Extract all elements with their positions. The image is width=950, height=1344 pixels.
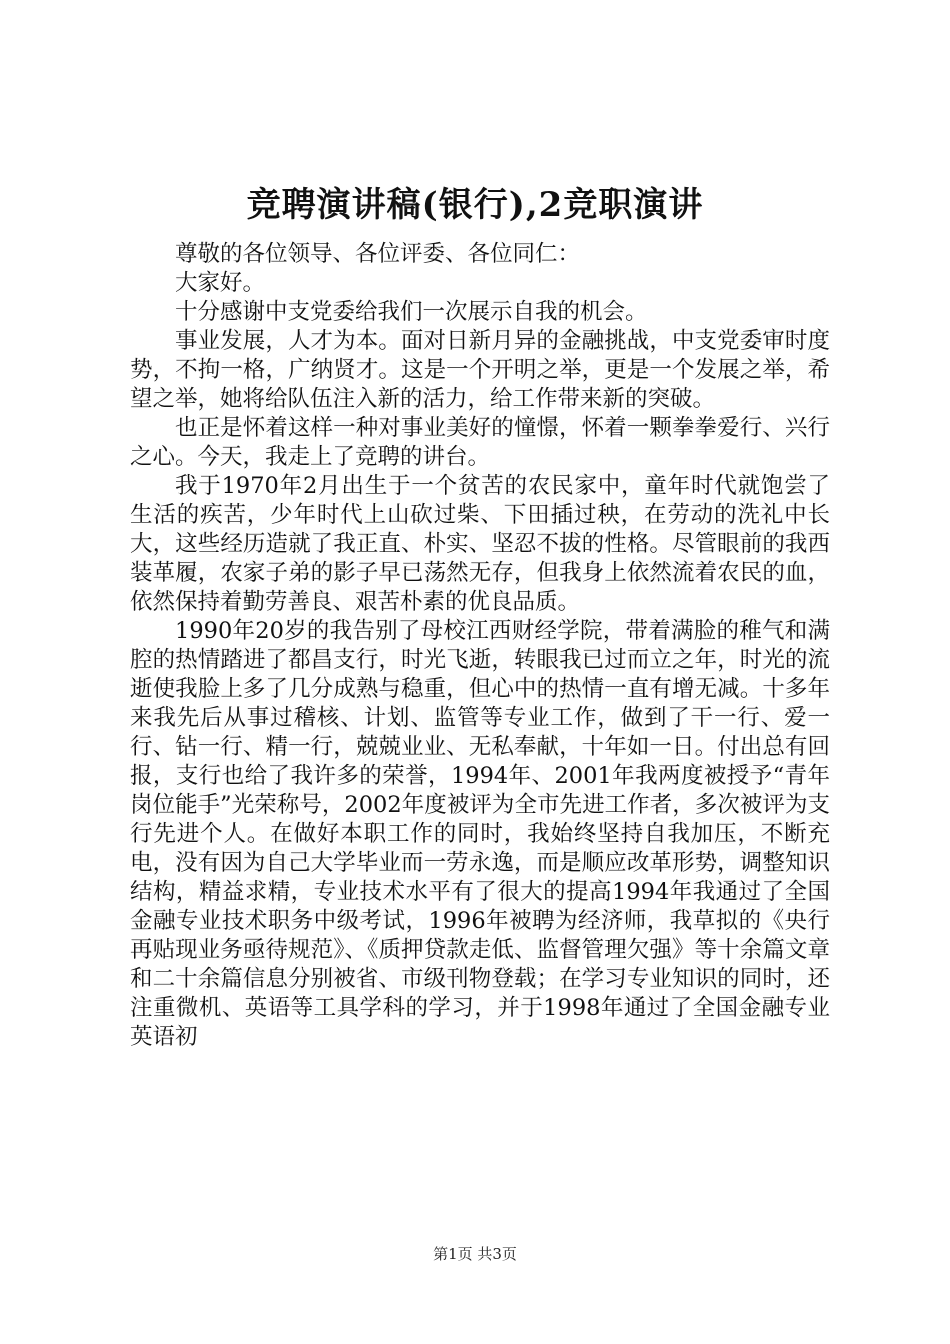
paragraph-greeting: 大家好。 xyxy=(175,270,266,296)
paragraph-career: 1990年20岁的我告别了母校江西财经学院，带着满脸的稚气和满腔的热情踏进了都昌支行，时光飞逝，转眼我已过而立之年，时光的流逝使我脸上多了几分成熟与稳重，但心中的热情一直有增无减。十多年来我先后从事过稽核、计划、监管等专业工作，做到了干一行、爱一行、钻一行、精一行，兢兢业业、无私奉献，十年如一日。付出总有回报，支行也给了我许多的荣誉，1994年、2001年我两度被授予“青年岗位能手”光荣称号，2002年度被评为全市先进工作者，多次被评为支行先进个人。在做好本职工作的同时，我始终坚持自我加压，不断充电，没有因为自己大学毕业而一劳永逸，而是顺应改革形势，调整知识结构，精益求精，专业技术水平有了很大的提高1994年我通过了全国金融专业技术职务中级考试，1996年被聘为经济师，我草拟的《央行再贴现业务亟待规范》、《质押贷款走低、监督管理欠强》等十余篇文章和二十余篇信息分别被省、市级刊物登载；在学习专业知识的同时，还注重微机、英语等工具学科的学习，并于1998年通过了全国金融专业英语初 xyxy=(130,618,830,1050)
paragraph-salutation: 尊敬的各位领导、各位评委、各位同仁： xyxy=(175,241,581,267)
document-title: 竞聘演讲稿(银行),2竞职演讲 xyxy=(246,185,704,225)
paragraph-background: 我于1970年2月出生于一个贫苦的农民家中，童年时代就饱尝了生活的疾苦，少年时代上山砍过柴、下田插过秧，在劳动的洗礼中长大，这些经历造就了我正直、朴实、坚忍不拔的性格。尽管眼前的我西装革履，农家子弟的影子早已荡然无存，但我身上依然流着农民的血，依然保持着勤劳善良、艰苦朴素的优良品质。 xyxy=(130,473,830,615)
paragraph-development: 事业发展，人才为本。面对日新月异的金融挑战，中支党委审时度势，不拘一格，广纳贤才。这是一个开明之举，更是一个发展之举，希望之举，她将给队伍注入新的活力，给工作带来新的突破。 xyxy=(130,328,830,412)
page-footer: 第1页 共3页 xyxy=(433,1245,517,1263)
document-body xyxy=(130,240,830,1052)
paragraph-aspiration: 也正是怀着这样一种对事业美好的憧憬，怀着一颗拳拳爱行、兴行之心。今天，我走上了竞聘的讲台。 xyxy=(130,415,830,470)
paragraph-thanks: 十分感谢中支党委给我们一次展示自我的机会。 xyxy=(175,299,648,325)
